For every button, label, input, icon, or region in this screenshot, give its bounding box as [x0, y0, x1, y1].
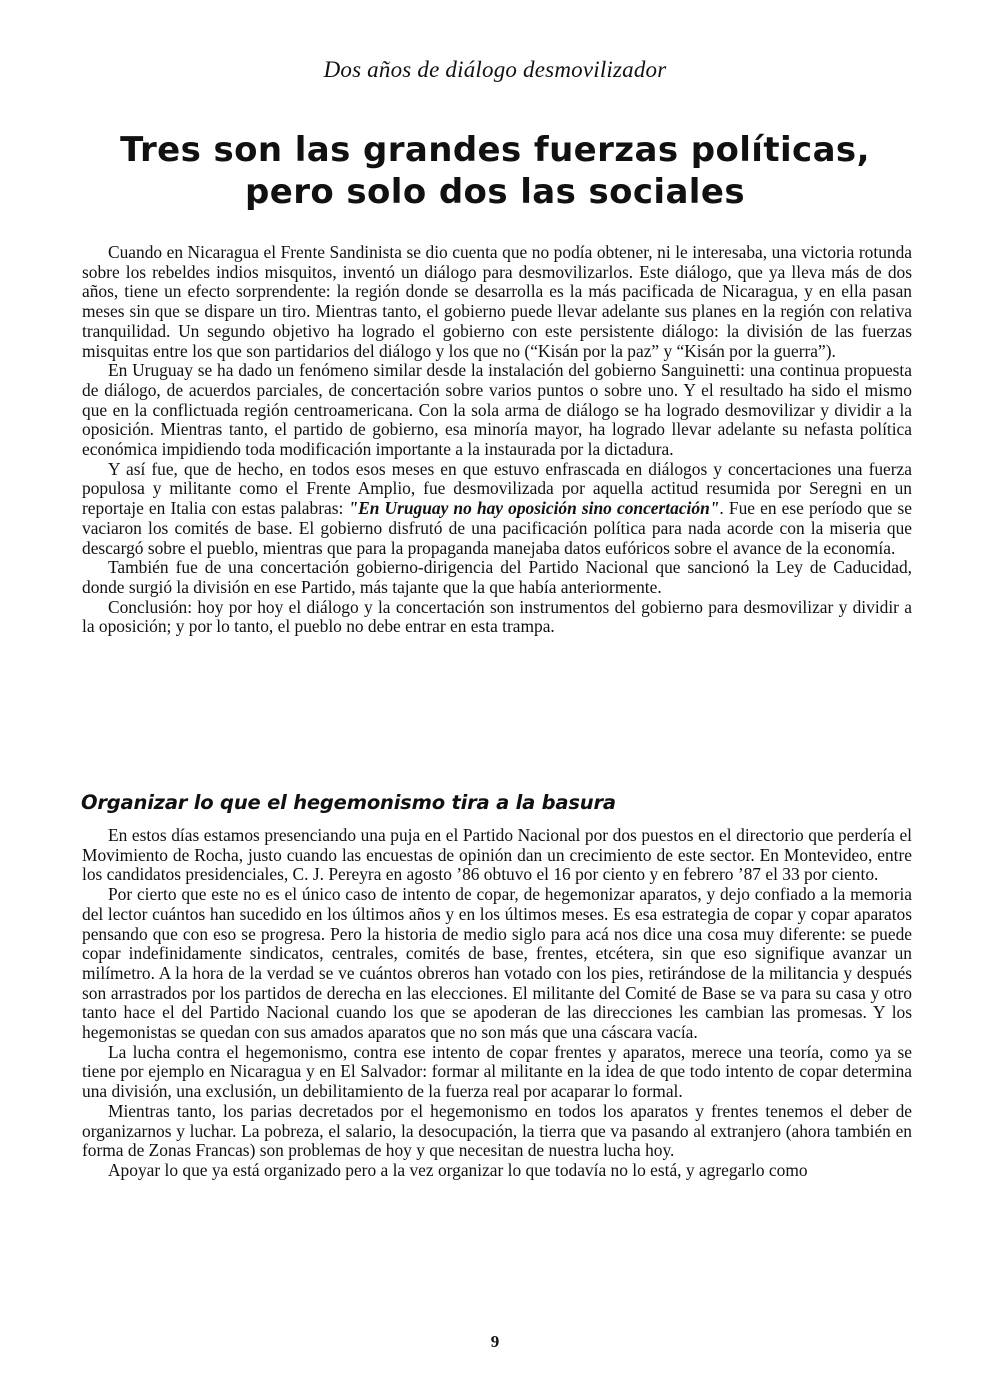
section-subtitle: Organizar lo que el hegemonismo tira a la basura [81, 791, 616, 814]
paragraph-text: Y así fue, que de hecho, en todos esos meses en que estuvo enfrascada en diálogos y concertaciones una fuerza populosa y militante como el Frente Amplio, fue desmovilizada por aquella actitud resumida por Seregni en un reportaje en Italia con estas palabras: [82, 458, 912, 519]
paragraph-text: . Fue en ese período que se vaciaron los comités de base. El gobierno disfrutó de una pacificación política para nada acorde con la miseria que descargó sobre el pueblo, mientras que para la propaganda manejaba datos eufóricos sobre el avance de la economía. [82, 498, 913, 558]
paragraph: Apoyar lo que ya está organizado pero a la vez organizar lo que todavía no lo está, y agregarlo como [108, 1159, 808, 1180]
paragraph: En Uruguay se ha dado un fenómeno similar desde la instalación del gobierno Sanguinetti: una continua propuesta de diálogo, de acuerdos parciales, de concertación sobre varios puntos o sobre uno. Y el resultado ha sido el mismo que en la conflictuada región centroamericana. Con la sola arma de diálogo se ha logrado desmovilizar y dividir a la oposición. Mientras tanto, el partido de gobierno, esa minoría mayor, ha logrado llevar adelante su nefasta política económica impidiendo toda modificación importante a la instaurada por la dictadura. [82, 360, 912, 460]
section-1-body [82, 243, 912, 637]
page-number: 9 [490, 1332, 500, 1351]
paragraph: La lucha contra el hegemonismo, contra ese intento de copar frentes y aparatos, merece una teoría, como ya se tiene por ejemplo en Nicaragua y en El Salvador: formar al militante en la idea de que todo intento de copar determina una división, una exclusión, un debilitamiento de la fuerza real por acaparar lo formal. [82, 1041, 912, 1102]
paragraph: También fue de una concertación gobierno-dirigencia del Partido Nacional que sancionó la Ley de Caducidad, donde surgió la división en ese Partido, más tajante que la que había anteriormente. [82, 557, 912, 597]
running-head: Dos años de diálogo desmovilizador [323, 57, 667, 82]
paragraph [82, 460, 912, 559]
article-title [80, 129, 910, 213]
paragraph: Conclusión: hoy por hoy el diálogo y la concertación son instrumentos del gobierno para desmovilizar y dividir a la oposición; y por lo tanto, el pueblo no debe entrar en esta trampa. [82, 596, 912, 637]
article-title-line-2: pero solo dos las sociales [245, 172, 745, 212]
article-title-line-1: Tres son las grandes fuerzas políticas, [120, 130, 870, 170]
section-2-body [82, 826, 912, 1181]
seregni-quote: "En Uruguay no hay oposición sino concertación" [348, 498, 720, 519]
paragraph: Mientras tanto, los parias decretados por el hegemonismo en todos los aparatos y frentes tenemos el deber de organizarnos y luchar. La pobreza, el salario, la desocupación, la tierra que va pasando al extranjero (ahora también en forma de Zonas Francas) son problemas de hoy y que necesitan de nuestra lucha hoy. [82, 1100, 912, 1161]
paragraph: Cuando en Nicaragua el Frente Sandinista se dio cuenta que no podía obtener, ni le interesaba, una victoria rotunda sobre los rebeldes indios misquitos, inventó un diálogo para desmovilizarlos. Este diálogo, que ya lleva más de dos años, tiene un efecto sorprendente: la región donde se desarrolla es la más pacificada de Nicaragua, y en ella pasan meses sin que se dispare un tiro. Mientras tanto, el gobierno puede llevar adelante sus planes en la región con relativa tranquilidad. Un segundo objetivo ha logrado el gobierno con este persistente diálogo: la división de las fuerzas misquitas entre los que son partidarios del diálogo y los que no (“Kisán por la paz” y “Kisán por la guerra”). [82, 242, 912, 361]
paragraph: En estos días estamos presenciando una puja en el Partido Nacional por dos puestos en el directorio que perdería el Movimiento de Rocha, justo cuando las encuestas de opinión dan un crecimiento de este sector. En Montevideo, entre los candidatos presidenciales, C. J. Pereyra en agosto ’86 obtuvo el 16 por ciento y en febrero ’87 el 33 por ciento. [82, 825, 912, 885]
paragraph: Por cierto que este no es el único caso de intento de copar, de hegemonizar aparatos, y dejo confiado a la memoria del lector cuántos han sucedido en los últimos años y en los últimos meses. Es esa estrategia de copar y copar aparatos pensando que con eso se progresa. Pero la historia de medio siglo para acá nos dice una cosa muy diferente: se puede copar indefinidamente sindicatos, centrales, comités de base, frentes, etcétera, sin que eso signifique avanzar un milímetro. A la hora de la verdad se ve cuántos obreros han votado con los pies, retirándose de la militancia y después son arrastrados por los partidos de derecha en las elecciones. El militante del Comité de Base se va para su casa y otro tanto hace el del Partido Nacional cuando los que se apoderan de las direcciones les cambian las promesas. Y los hegemonistas se quedan con sus amados aparatos que no son más que una cáscara vacía. [82, 884, 912, 1043]
